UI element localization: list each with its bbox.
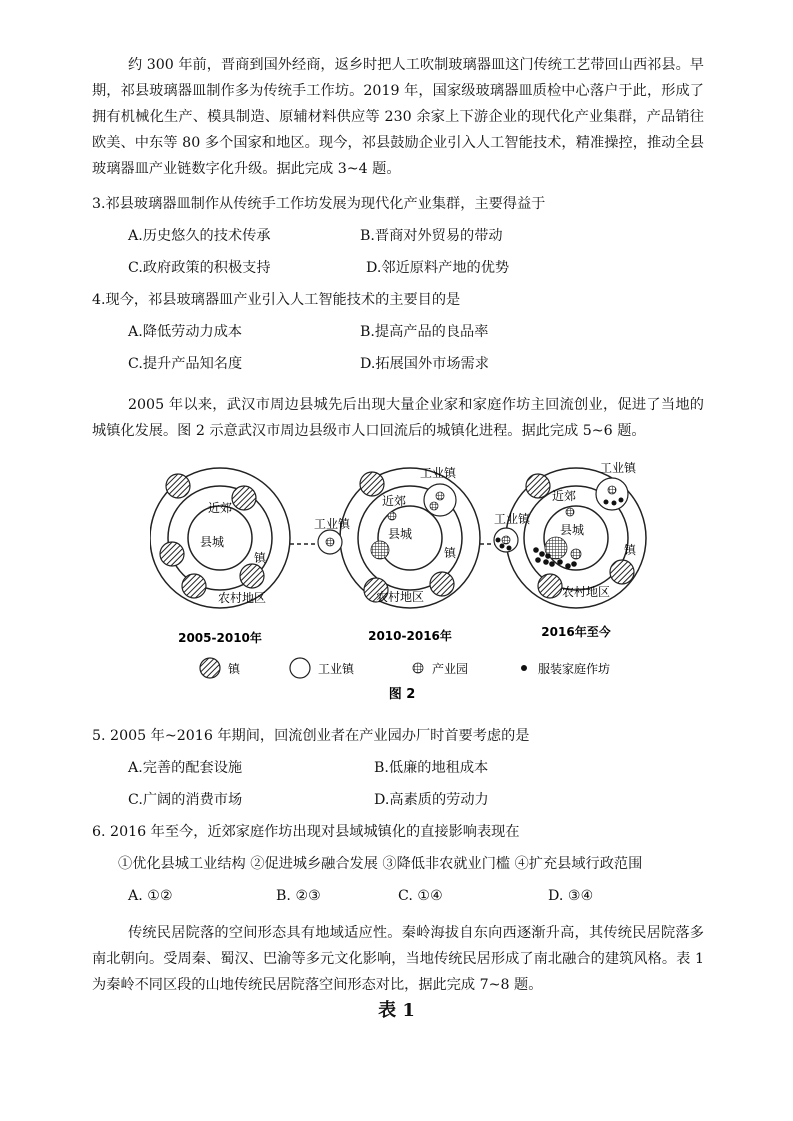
label-industrial-town: 工业镇: [599, 461, 637, 475]
industrial-park-marker: [566, 508, 574, 516]
label-rural: 农村地区: [375, 590, 425, 604]
workshop-dot: [604, 500, 609, 505]
period-label-3: 2016年至今: [541, 625, 611, 639]
q5-option-a[interactable]: A.完善的配套设施: [128, 760, 243, 776]
label-town: 镇: [443, 546, 457, 560]
q6-option-a[interactable]: A. ①②: [128, 888, 173, 904]
q3-option-d[interactable]: D.邻近原料产地的优势: [366, 260, 510, 276]
question-6-stem: 6. 2016 年至今，近郊家庭作坊出现对县域城镇化的直接影响表现在: [92, 824, 520, 840]
figure-caption: 图 2: [388, 687, 416, 702]
legend-industrial-park-symbol: [413, 663, 423, 673]
workshop-dot: [500, 544, 505, 549]
q6-option-c[interactable]: C. ①④: [398, 888, 443, 904]
label-industrial-town: 工业镇: [313, 517, 351, 531]
q6-option-d[interactable]: D. ③④: [548, 888, 594, 904]
industrial-park-marker: [388, 512, 396, 520]
q3-option-c[interactable]: C.政府政策的积极支持: [128, 260, 271, 276]
town-marker: [526, 474, 550, 498]
label-suburb: 近郊: [551, 489, 577, 503]
legend-town-label: 镇: [228, 662, 241, 676]
legend-industrial-town-label: 工业镇: [318, 662, 355, 676]
town-marker: [166, 474, 190, 498]
q4-option-b[interactable]: B.提高产品的良品率: [360, 324, 489, 340]
q3-option-b[interactable]: B.晋商对外贸易的带动: [360, 228, 503, 244]
label-rural: 农村地区: [561, 585, 611, 599]
label-town: 镇: [623, 543, 637, 557]
figure-legend: [200, 658, 610, 702]
label-suburb: 近郊: [381, 494, 407, 508]
workshop-dot: [557, 559, 563, 565]
town-marker: [360, 472, 384, 496]
label-county: 县城: [199, 535, 225, 549]
label-suburb: 近郊: [207, 501, 233, 515]
q3-option-a[interactable]: A.历史悠久的技术传承: [128, 228, 271, 244]
period-label-2: 2010-2016年: [368, 629, 452, 643]
passage-qinling-dwellings: 传统民居院落的空间形态具有地域适应性。秦岭海拔自东向西逐渐升高，其传统民居院落多南北朝向。受周秦、蜀汉、巴渝等多元文化影响，当地传统民居形成了南北融合的建筑风格。表 1 为秦岭不同区段的山地传统民居院落空间形态对比，据此完成 7~8 题。: [92, 925, 704, 993]
q4-option-a[interactable]: A.降低劳动力成本: [128, 324, 243, 340]
panel-2005-2010: [150, 468, 290, 645]
industrial-park-marker: [608, 486, 616, 494]
label-rural: 农村地区: [217, 591, 267, 605]
table-1-title: 表 1: [378, 1000, 415, 1021]
workshop-dot: [549, 561, 555, 567]
workshop-dot: [565, 563, 571, 569]
question-3-stem: 3.祁县玻璃器皿制作从传统手工作坊发展为现代化产业集群，主要得益于: [92, 196, 546, 212]
workshop-dot: [545, 553, 551, 559]
legend-workshop-symbol: [521, 665, 527, 671]
workshop-dot: [533, 547, 539, 553]
figure-2-urbanization-diagram: [150, 456, 670, 706]
town-marker: [430, 572, 454, 596]
workshop-dot: [539, 551, 545, 557]
period-label-1: 2005-2010年: [178, 631, 262, 645]
town-marker: [538, 574, 562, 598]
q5-option-c[interactable]: C.广阔的消费市场: [128, 792, 243, 808]
town-marker: [232, 486, 256, 510]
industrial-park-marker: [571, 549, 581, 559]
industrial-park-marker: [430, 502, 438, 510]
label-town: 镇: [253, 551, 267, 565]
industrial-park-marker: [326, 538, 334, 546]
label-county: 县城: [387, 527, 413, 541]
question-4-stem: 4.现今，祁县玻璃器皿产业引入人工智能技术的主要目的是: [92, 292, 461, 308]
legend-workshop-label: 服装家庭作坊: [538, 662, 611, 676]
legend-industrial-town-symbol: [290, 658, 310, 678]
industrial-park-marker: [502, 536, 510, 544]
town-marker: [160, 542, 184, 566]
town-marker: [610, 560, 634, 584]
label-industrial-town: 工业镇: [419, 466, 457, 480]
panel-2016-now: [494, 460, 646, 639]
question-5-stem: 5. 2005 年~2016 年期间，回流创业者在产业园办厂时首要考虑的是: [92, 728, 530, 744]
passage-wuhan-urbanization: 2005 年以来，武汉市周边县城先后出现大量企业家和家庭作坊主回流创业，促进了当地的城镇化发展。图 2 示意武汉市周边县级市人口回流后的城镇化进程。据此完成 5~6 题。: [92, 397, 704, 439]
passage-qixian-glass: 约 300 年前，晋商到国外经商，返乡时把人工吹制玻璃器皿这门传统工艺带回山西祁县。早期，祁县玻璃器皿制作多为传统手工作坊。2019 年，国家级玻璃器皿质检中心落户于此，形成了拥有机械化生产、模具制造、原辅材料供应等 230 余家上下游企业的现代化产业集群，产品销往欧美、中东等 80 多个国家和地区。现今，祁县鼓励企业引入人工智能技术，精准操控，推动全县玻璃器皿产业链数字化升级。据此完成 3~4 题。: [92, 57, 704, 177]
q4-option-c[interactable]: C.提升产品知名度: [128, 356, 243, 372]
q5-option-b[interactable]: B.低廉的地租成本: [374, 760, 489, 776]
workshop-dot: [496, 538, 501, 543]
industrial-park-marker: [371, 541, 389, 559]
industrial-park-marker: [436, 492, 444, 500]
q6-option-b[interactable]: B. ②③: [276, 888, 321, 904]
panel-2010-2016: [314, 465, 480, 643]
workshop-dot: [619, 498, 624, 503]
q5-option-d[interactable]: D.高素质的劳动力: [374, 792, 489, 808]
legend-town-symbol: [200, 658, 220, 678]
workshop-dot: [535, 557, 541, 563]
workshop-dot: [612, 501, 617, 506]
q6-statements: ①优化县城工业结构 ②促进城乡融合发展 ③降低非农就业门槛 ④扩充县域行政范围: [118, 856, 643, 872]
workshop-dot: [571, 561, 577, 567]
label-industrial-town: 工业镇: [493, 512, 531, 526]
workshop-dot: [507, 546, 512, 551]
q4-option-d[interactable]: D.拓展国外市场需求: [360, 356, 489, 372]
town-marker: [240, 564, 264, 588]
label-county: 县城: [559, 523, 585, 537]
workshop-dot: [543, 559, 549, 565]
legend-industrial-park-label: 产业园: [432, 662, 469, 676]
town-marker: [182, 574, 206, 598]
